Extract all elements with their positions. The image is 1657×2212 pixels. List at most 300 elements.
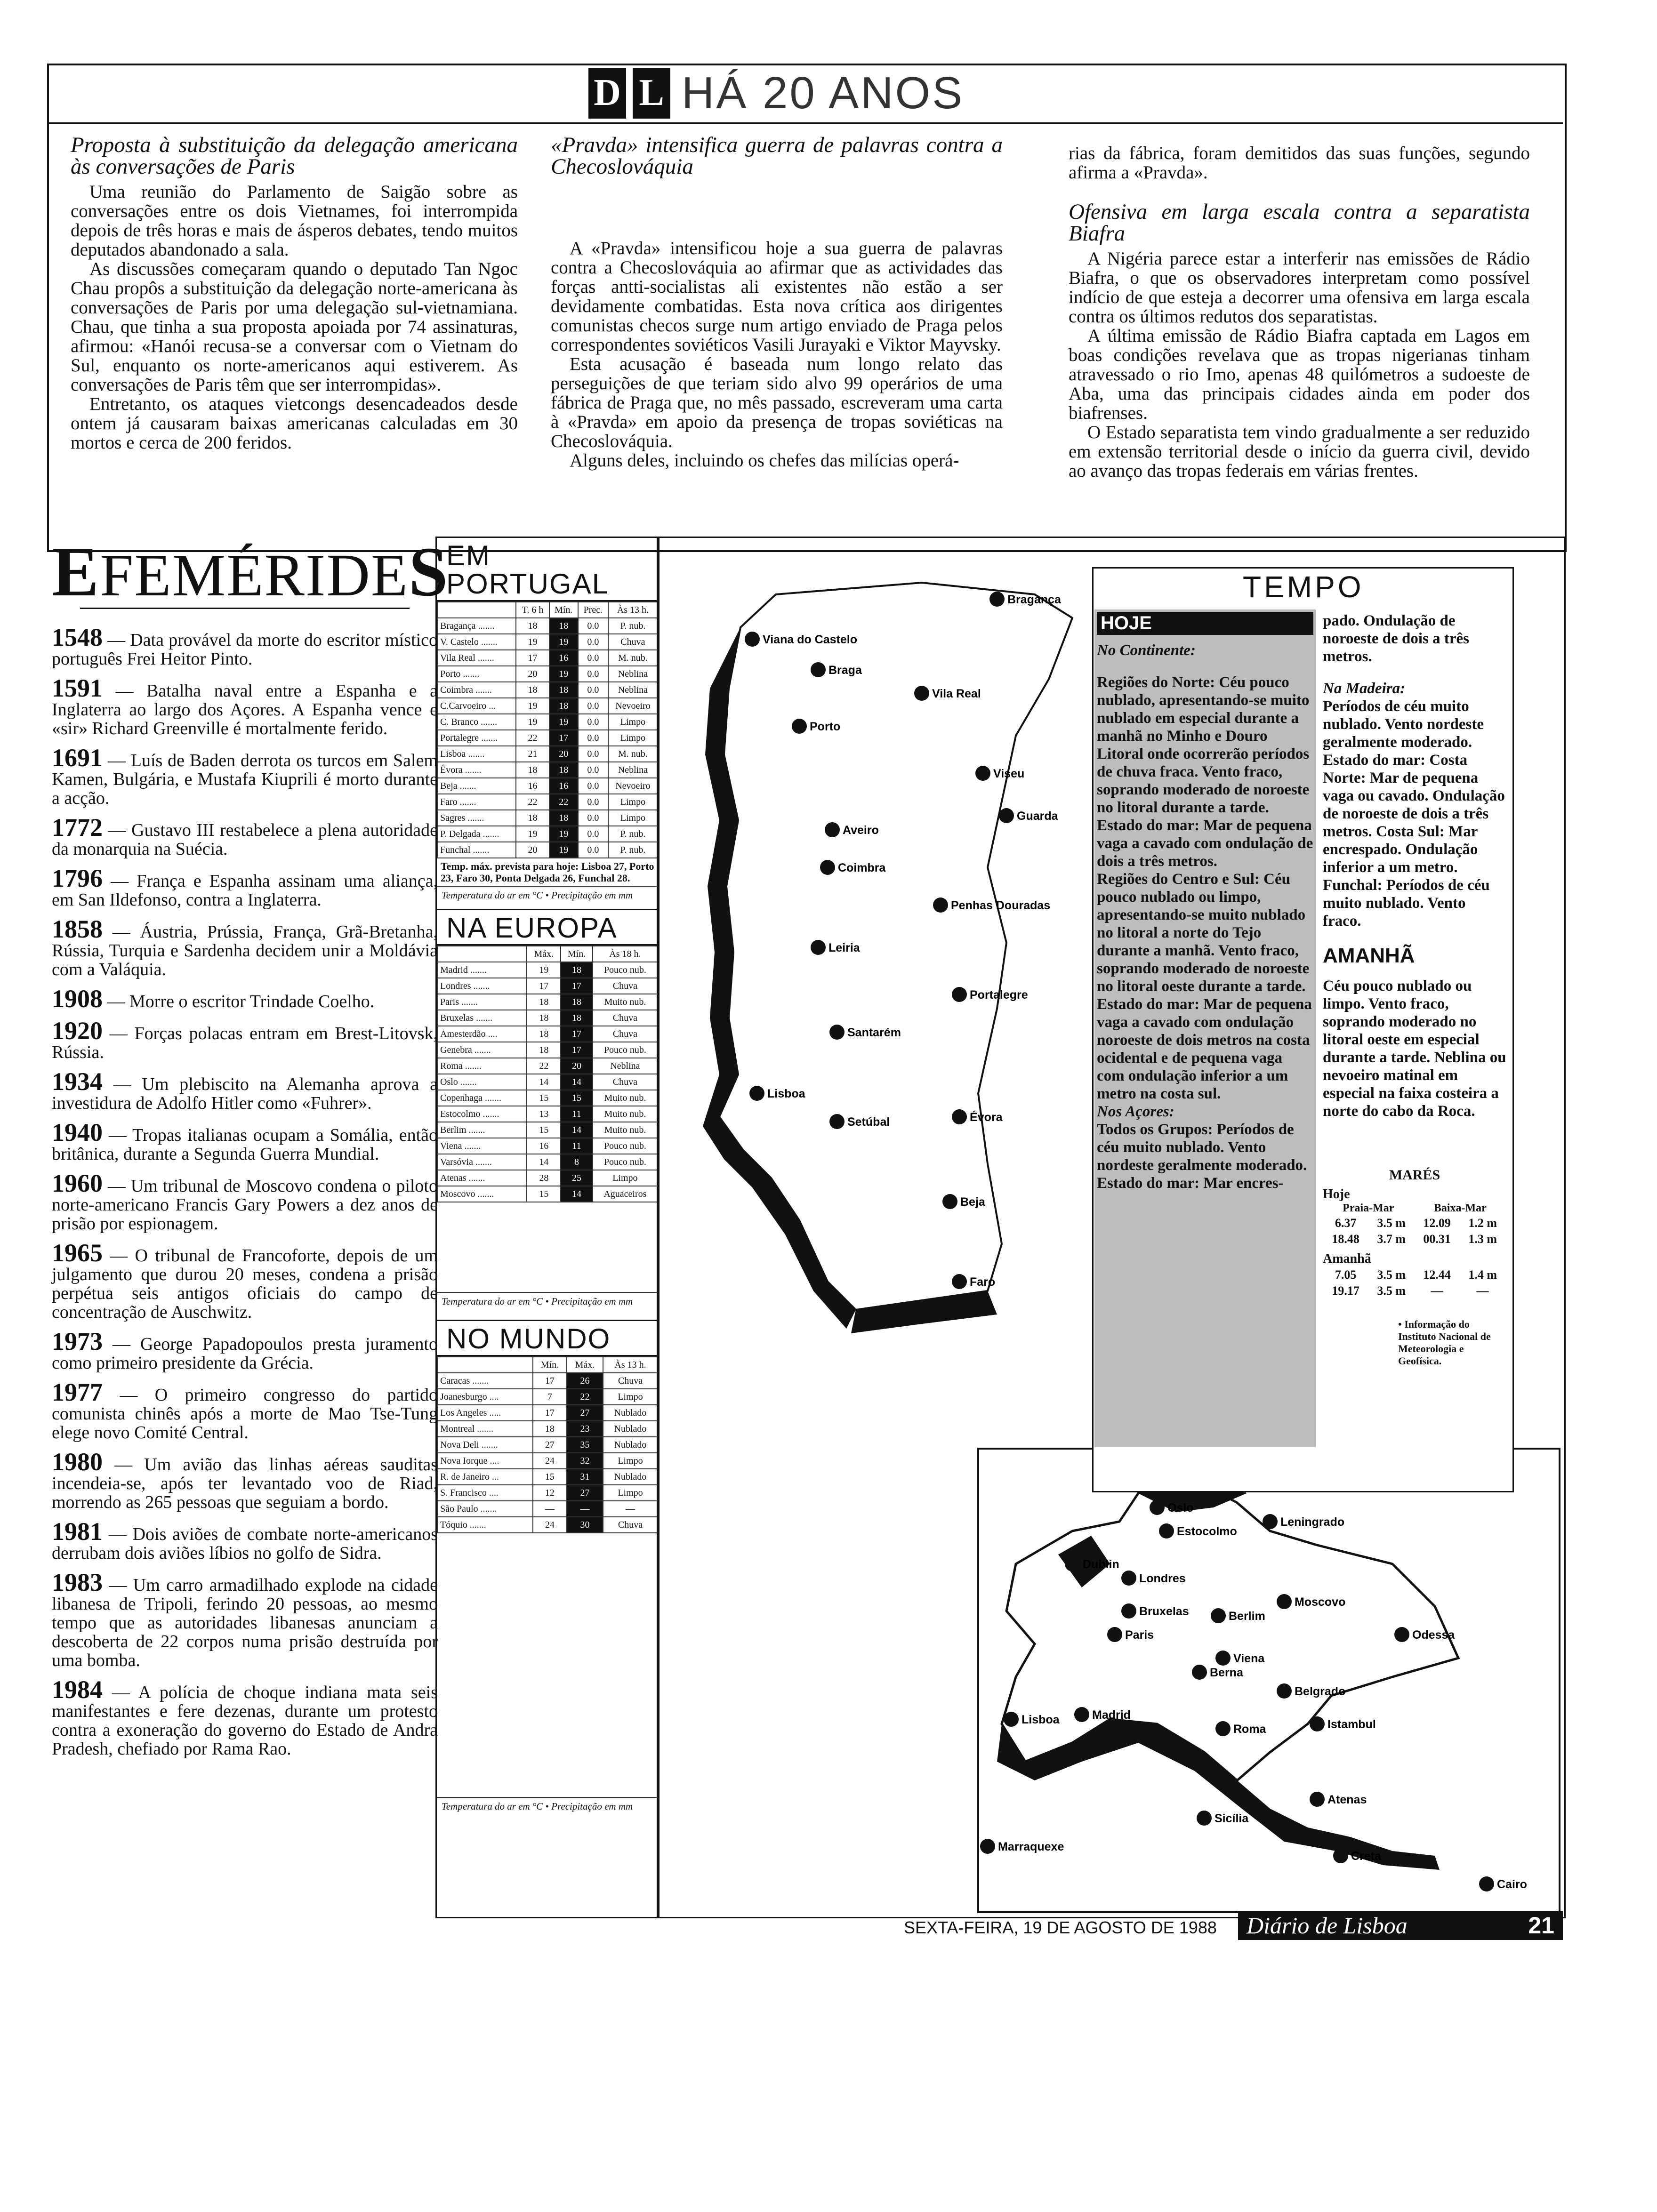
city-marker xyxy=(1479,1876,1494,1891)
table-row xyxy=(437,1405,658,1421)
value-cell: Pouco nub. xyxy=(593,1154,658,1170)
value-cell: Pouco nub. xyxy=(593,962,658,978)
value-cell: Chuva xyxy=(603,1373,658,1389)
city-cell: Copenhaga ....... xyxy=(437,1090,527,1106)
value-cell: 0.0 xyxy=(578,810,608,826)
value-cell: Aguaceiros xyxy=(593,1186,658,1202)
city-cell: Berlim ....... xyxy=(437,1122,527,1138)
city-cell: Amesterdão .... xyxy=(437,1026,527,1042)
efemeride-text: — Forças polacas entram em Brest-Litovsk, Rússia. xyxy=(52,1024,438,1062)
city-cell: Joanesburgo .... xyxy=(437,1389,533,1405)
efemerides-list xyxy=(52,623,438,1759)
city-cell: Paris ....... xyxy=(437,994,527,1010)
logo-letter-d: D xyxy=(588,68,626,119)
value-cell: 0.0 xyxy=(578,634,608,650)
table-row xyxy=(437,618,658,634)
table-row xyxy=(437,1074,658,1090)
city-cell: São Paulo ....... xyxy=(437,1501,533,1517)
city-marker xyxy=(1277,1594,1292,1609)
city-label: Guarda xyxy=(1017,809,1058,823)
value-cell: Muito nub. xyxy=(593,1090,658,1106)
value-cell: 19 xyxy=(549,842,578,858)
value-cell: 18 xyxy=(516,618,549,634)
value-cell: 7 xyxy=(533,1389,567,1405)
table-row xyxy=(437,978,658,994)
efemeride-item xyxy=(52,1568,438,1670)
mundo-note: Temperatura do ar em °C • Precipitação em mm xyxy=(437,1797,658,1815)
tide-cell: 12.09 xyxy=(1423,1216,1451,1230)
masthead-footer xyxy=(1238,1911,1563,1940)
tide-cell: 6.37 xyxy=(1335,1216,1357,1230)
tempo-left xyxy=(1097,612,1313,1192)
forecast-centro-sul: Regiões do Centro e Sul: Céu pouco nublado ou limpo, apresentando-se muito nublado no litoral a norte do Tejo durante a manhã. Vento fraco, soprando moderado de noroeste no litoral oeste durante a tarde. xyxy=(1097,871,1310,995)
value-cell: Chuva xyxy=(593,978,658,994)
city-cell: Moscovo ....... xyxy=(437,1186,527,1202)
city-cell: C. Branco ....... xyxy=(437,714,516,730)
value-cell: 11 xyxy=(561,1106,592,1122)
europa-title: NA EUROPA xyxy=(437,909,658,946)
value-cell: 20 xyxy=(561,1058,592,1074)
page-number: 21 xyxy=(1528,1912,1554,1939)
city-label: Bruxelas xyxy=(1139,1605,1189,1618)
tide-cell: 00.31 xyxy=(1423,1232,1451,1246)
forecast-acores: Todos os Grupos: Períodos de céu muito nublado. Vento nordeste geralmente moderado. xyxy=(1097,1121,1307,1174)
baixa-mar-label: Baixa-Mar xyxy=(1433,1202,1487,1214)
forecast-acores-mar: Estado do mar: Mar encres- xyxy=(1097,1175,1284,1192)
table-row xyxy=(437,1186,658,1202)
value-cell: Nublado xyxy=(603,1421,658,1437)
value-cell: 16 xyxy=(527,1138,561,1154)
city-marker xyxy=(811,940,826,955)
value-cell: 19 xyxy=(516,714,549,730)
value-cell: 0.0 xyxy=(578,762,608,778)
table-row xyxy=(437,1389,658,1405)
city-marker xyxy=(1004,1712,1019,1727)
city-marker xyxy=(1215,1721,1231,1736)
city-marker xyxy=(1159,1523,1174,1539)
city-marker xyxy=(952,987,967,1002)
city-marker xyxy=(942,1194,957,1209)
value-cell: 22 xyxy=(527,1058,561,1074)
table-row xyxy=(437,1421,658,1437)
city-marker xyxy=(1333,1848,1348,1863)
table-row xyxy=(437,994,658,1010)
table-row xyxy=(437,1170,658,1186)
efemeride-item xyxy=(52,623,438,669)
table-row xyxy=(437,1106,658,1122)
value-cell: 0.0 xyxy=(578,714,608,730)
city-marker xyxy=(829,1114,845,1129)
value-cell: 17 xyxy=(516,650,549,666)
value-cell: Neblina xyxy=(608,682,658,698)
value-cell: 35 xyxy=(567,1437,603,1453)
city-label: Viseu xyxy=(993,767,1025,780)
city-cell: Genebra ....... xyxy=(437,1042,527,1058)
efemerides-title: EFEMÉRIDES xyxy=(52,533,449,611)
city-marker xyxy=(829,1025,845,1040)
city-marker xyxy=(952,1109,967,1124)
city-label: Cairo xyxy=(1497,1878,1527,1891)
city-marker xyxy=(1215,1651,1231,1666)
city-marker xyxy=(989,592,1005,607)
article-continuation: rias da fábrica, foram demitidos das suas funções, segundo afirma a «Pravda». xyxy=(1069,143,1530,183)
portugal-forecast: Temp. máx. prevista para hoje: Lisboa 27, Porto 23, Faro 30, Ponta Delgada 26, Funchal 28. xyxy=(441,860,654,884)
efemeride-item xyxy=(52,1517,438,1563)
value-cell: Limpo xyxy=(593,1170,658,1186)
value-cell: 25 xyxy=(561,1170,592,1186)
value-cell: Chuva xyxy=(603,1517,658,1533)
city-cell: V. Castelo ....... xyxy=(437,634,516,650)
table-header: Máx. xyxy=(567,1357,603,1373)
city-cell: Atenas ....... xyxy=(437,1170,527,1186)
forecast-amanha: Céu pouco nublado ou limpo. Vento fraco, soprando moderado no litoral oeste em especial durante a tarde. Neblina ou nevoeiro matinal em especial na faixa costeira a norte do cabo da Roca. xyxy=(1323,978,1506,1120)
city-marker xyxy=(1192,1665,1207,1680)
table-row xyxy=(437,730,658,746)
tide-cell: 3.5 m xyxy=(1377,1268,1406,1282)
city-label: Atenas xyxy=(1327,1793,1367,1806)
value-cell: 20 xyxy=(516,842,549,858)
efemeride-year: 1981 xyxy=(52,1517,103,1546)
table-row xyxy=(437,962,658,978)
table-row xyxy=(437,1042,658,1058)
efemeride-text: — Morre o escritor Trindade Coelho. xyxy=(103,992,375,1011)
efemeride-text: — George Papadopoulos presta juramento como primeiro presidente da Grécia. xyxy=(52,1334,438,1373)
value-cell: 17 xyxy=(561,1026,592,1042)
value-cell: P. nub. xyxy=(608,842,658,858)
city-label: Berna xyxy=(1210,1666,1243,1679)
table-header: Às 18 h. xyxy=(593,946,658,962)
city-label: Londres xyxy=(1139,1572,1186,1585)
article-heading: Ofensiva em larga escala contra a separatista Biafra xyxy=(1069,200,1530,246)
efemeride-text: — Gustavo III restabelece a plena autoridade da monarquia na Suécia. xyxy=(52,820,438,859)
value-cell: 13 xyxy=(527,1106,561,1122)
table-row xyxy=(437,634,658,650)
table-row xyxy=(437,810,658,826)
weather-tables xyxy=(435,537,660,1918)
table-row xyxy=(437,778,658,794)
city-cell: Bragança ....... xyxy=(437,618,516,634)
value-cell: P. nub. xyxy=(608,618,658,634)
tempo-right xyxy=(1323,612,1506,1367)
value-cell: 19 xyxy=(527,962,561,978)
city-cell: Estocolmo ....... xyxy=(437,1106,527,1122)
portugal-title: EM PORTUGAL xyxy=(437,538,658,601)
value-cell: 19 xyxy=(516,634,549,650)
city-marker xyxy=(820,860,835,875)
efemeride-text: — Áustria, Prússia, França, Grã-Bretanha, Rússia, Turquia e Sardenha decidem unir a Moldávia com a Valáquia. xyxy=(52,922,438,979)
value-cell: 22 xyxy=(516,794,549,810)
city-marker xyxy=(1065,1556,1080,1571)
efemerides-column xyxy=(52,533,449,1769)
table-header: T. 6 h xyxy=(516,602,549,618)
table-header xyxy=(437,602,516,618)
efemeride-year: 1973 xyxy=(52,1327,103,1355)
efemeride-text: — Um avião das linhas aéreas sauditas incendeia-se, após ter levantado voo de Riad, morrendo as 265 pessoas que seguiam a bordo. xyxy=(52,1455,438,1512)
efemeride-text: — Tropas italianas ocupam a Somália, então britânica, durante a Segunda Guerra Mundial. xyxy=(52,1125,438,1164)
city-cell: Los Angeles ..... xyxy=(437,1405,533,1421)
tide-cell: 1.2 m xyxy=(1468,1216,1497,1230)
value-cell: 17 xyxy=(533,1373,567,1389)
value-cell: 18 xyxy=(561,1010,592,1026)
city-label: Paris xyxy=(1125,1628,1154,1642)
value-cell: 14 xyxy=(561,1186,592,1202)
city-label: Porto xyxy=(810,720,841,733)
value-cell: 18 xyxy=(533,1421,567,1437)
value-cell: 0.0 xyxy=(578,698,608,714)
value-cell: Muito nub. xyxy=(593,1106,658,1122)
portugal-note: Temperatura do ar em °C • Precipitação em mm xyxy=(437,886,658,904)
city-cell: Sagres ....... xyxy=(437,810,516,826)
efemeride-text: — Um tribunal de Moscovo condena o piloto norte-americano Francis Gary Powers a dez anos de prisão por espionagem. xyxy=(52,1176,438,1234)
value-cell: 22 xyxy=(567,1389,603,1405)
city-label: Dublin xyxy=(1083,1558,1119,1571)
tide-cell: 12.44 xyxy=(1423,1268,1451,1282)
city-cell: S. Francisco .... xyxy=(437,1485,533,1501)
value-cell: Pouco nub. xyxy=(593,1138,658,1154)
value-cell: 18 xyxy=(516,810,549,826)
section-header xyxy=(588,66,964,120)
europa-note: Temperatura do ar em °C • Precipitação em mm xyxy=(437,1292,658,1310)
city-label: Viana do Castelo xyxy=(763,633,857,646)
tide-table-hoje xyxy=(1323,1215,1506,1248)
city-label: Vila Real xyxy=(932,687,981,700)
city-marker xyxy=(811,662,826,677)
tide-cell: 18.48 xyxy=(1332,1232,1359,1246)
table-row xyxy=(437,666,658,682)
city-label: Roma xyxy=(1233,1723,1266,1736)
city-marker xyxy=(1394,1627,1409,1642)
value-cell: 0.0 xyxy=(578,746,608,762)
mares-amanha: Amanhã xyxy=(1323,1251,1371,1266)
city-cell: Faro ....... xyxy=(437,794,516,810)
continente-label: No Continente: xyxy=(1097,642,1196,659)
article-paragraph: Entretanto, os ataques vietcongs desencadeados desde ontem já causaram baixas americanas calculadas em 30 mortos e cerca de 200 feridos. xyxy=(71,394,518,453)
city-cell: R. de Janeiro ... xyxy=(437,1469,533,1485)
value-cell: 18 xyxy=(527,1026,561,1042)
tide-cell: — xyxy=(1476,1284,1489,1298)
city-label: Bragança xyxy=(1007,593,1061,606)
tide-cell: 3.5 m xyxy=(1377,1216,1406,1230)
city-label: Estocolmo xyxy=(1177,1525,1237,1538)
mares-hoje: Hoje xyxy=(1323,1187,1350,1202)
table-header xyxy=(437,1357,533,1373)
value-cell: 19 xyxy=(516,698,549,714)
value-cell: 19 xyxy=(549,634,578,650)
efemeride-year: 1796 xyxy=(52,864,103,892)
efemeride-text: — Um plebiscito na Alemanha aprova a investidura de Adolfo Hitler como «Fuhrer». xyxy=(52,1074,438,1113)
value-cell: 14 xyxy=(561,1122,592,1138)
city-marker xyxy=(999,808,1014,823)
city-cell: Vila Real ....... xyxy=(437,650,516,666)
value-cell: 18 xyxy=(516,682,549,698)
table-row xyxy=(437,1138,658,1154)
value-cell: 27 xyxy=(567,1485,603,1501)
efemeride-text: — A polícia de choque indiana mata seis manifestantes e fere dezenas, durante um protesto contra a exoneração do governo do Estado de Andra Pradesh, chefiado por Rama Rao. xyxy=(52,1683,438,1759)
table-row xyxy=(437,1501,658,1517)
city-label: Madrid xyxy=(1092,1708,1131,1722)
value-cell: 15 xyxy=(527,1122,561,1138)
value-cell: Limpo xyxy=(603,1453,658,1469)
value-cell: 21 xyxy=(516,746,549,762)
efemeride-item xyxy=(52,1327,438,1373)
value-cell: 19 xyxy=(549,666,578,682)
city-cell: Porto ....... xyxy=(437,666,516,682)
value-cell: Pouco nub. xyxy=(593,1042,658,1058)
city-marker xyxy=(1197,1811,1212,1826)
city-label: Leningrado xyxy=(1280,1515,1345,1529)
tide-table-amanha xyxy=(1323,1266,1506,1299)
value-cell: Limpo xyxy=(608,714,658,730)
section-title: HÁ 20 ANOS xyxy=(682,67,965,118)
efemeride-year: 1691 xyxy=(52,744,103,772)
portugal-table xyxy=(437,601,658,858)
efemeride-item xyxy=(52,985,438,1013)
efemeride-item xyxy=(52,813,438,859)
value-cell: 23 xyxy=(567,1421,603,1437)
table-header: Mín. xyxy=(533,1357,567,1373)
value-cell: 0.0 xyxy=(578,730,608,746)
efemeride-text: — O tribunal de Francoforte, depois de um julgamento que durou 20 meses, condena a prisão perpétua seis antigos oficiais do campo de concentração de Auschwitz. xyxy=(52,1246,438,1322)
city-cell: Roma ....... xyxy=(437,1058,527,1074)
table-row xyxy=(437,1026,658,1042)
value-cell: 0.0 xyxy=(578,650,608,666)
efemeride-text: — O primeiro congresso do partido comunista chinês após a morte de Mao Tse-Tung elege novo Comité Central. xyxy=(52,1385,438,1443)
value-cell: Nublado xyxy=(603,1437,658,1453)
efemeride-text: — Data provável da morte do escritor místico português Frei Heitor Pinto. xyxy=(52,630,438,669)
city-cell: Montreal ....... xyxy=(437,1421,533,1437)
value-cell: 27 xyxy=(533,1437,567,1453)
city-cell: Coimbra ....... xyxy=(437,682,516,698)
forecast-mar-2: Estado do mar: Mar de pequena vaga a cavado com ondulação noroeste de dois metros na costa ocidental e de pequena vaga com ondulação inferior a um metro na costa sul. xyxy=(1097,996,1312,1102)
value-cell: 22 xyxy=(549,794,578,810)
value-cell: Neblina xyxy=(608,762,658,778)
value-cell: 0.0 xyxy=(578,666,608,682)
value-cell: Nevoeiro xyxy=(608,778,658,794)
table-row xyxy=(437,762,658,778)
table-header: Mín. xyxy=(561,946,592,962)
mundo-title: NO MUNDO xyxy=(437,1320,658,1356)
city-label: Berlim xyxy=(1229,1610,1265,1623)
city-label: Santarém xyxy=(847,1026,901,1039)
tide-cell: 1.3 m xyxy=(1468,1232,1497,1246)
city-marker xyxy=(1107,1627,1122,1642)
value-cell: 26 xyxy=(567,1373,603,1389)
article-pravda xyxy=(551,134,1003,470)
value-cell: M. nub. xyxy=(608,650,658,666)
city-cell: Madrid ....... xyxy=(437,962,527,978)
tide-cell: 7.05 xyxy=(1335,1268,1357,1282)
city-cell: Varsóvia ....... xyxy=(437,1154,527,1170)
forecast-madeira-mar: Estado do mar: Costa Norte: Mar de pequena vaga ou cavado. Ondulação de noroeste de dois a três metros. Costa Sul: Mar encrespado. Ondulação inferior a um metro. xyxy=(1323,752,1505,876)
city-label: Penhas Douradas xyxy=(951,899,1051,912)
table-row xyxy=(437,794,658,810)
value-cell: 18 xyxy=(549,618,578,634)
table-row xyxy=(437,714,658,730)
city-label: Sicília xyxy=(1215,1812,1249,1825)
table-row xyxy=(437,1469,658,1485)
value-cell: 20 xyxy=(549,746,578,762)
value-cell: 0.0 xyxy=(578,682,608,698)
city-marker xyxy=(1074,1707,1089,1722)
inmg-credit: • Informação do Instituto Nacional de Meteorologia e Geofísica. xyxy=(1398,1318,1491,1367)
logo-letter-l: L xyxy=(633,68,670,119)
city-label: Aveiro xyxy=(843,824,879,837)
brand-name: Diário de Lisboa xyxy=(1247,1912,1408,1939)
value-cell: 19 xyxy=(549,826,578,842)
city-marker xyxy=(792,719,807,734)
tide-row xyxy=(1324,1232,1505,1247)
tide-cell: 1.4 m xyxy=(1468,1268,1497,1282)
efemeride-year: 1960 xyxy=(52,1169,103,1197)
table-row xyxy=(437,842,658,858)
value-cell: Limpo xyxy=(608,810,658,826)
table-header: Mín. xyxy=(549,602,578,618)
city-label: Istambul xyxy=(1327,1718,1376,1731)
article-paragraph: As discussões começaram quando o deputado Tan Ngoc Chau propôs a substituição da delegação norte-americana às conversações de Paris por uma delegação sul-vietnamiana. Chau, que tinha a sua proposta apoiada por 74 assinaturas, afirmou: «Hanói recusa-se a conversar com o Vietnam do Sul, enquanto os norte-americanos aqui estiverem. As conversações de Paris têm que ser interrompidas». xyxy=(71,259,518,395)
efemeride-item xyxy=(52,1118,438,1164)
hoje-label: HOJE xyxy=(1097,612,1313,635)
city-marker xyxy=(1150,1500,1165,1515)
value-cell: 24 xyxy=(533,1453,567,1469)
value-cell: 14 xyxy=(527,1074,561,1090)
efemeride-item xyxy=(52,1067,438,1113)
efemeride-year: 1548 xyxy=(52,623,103,651)
value-cell: Limpo xyxy=(603,1485,658,1501)
table-row xyxy=(437,1122,658,1138)
value-cell: 14 xyxy=(527,1154,561,1170)
city-label: Lisboa xyxy=(767,1087,805,1100)
city-label: Évora xyxy=(970,1111,1003,1124)
article-paragraph: A «Pravda» intensificou hoje a sua guerra de palavras contra a Checoslováquia ao afirmar que as actividades das forças antti-socialistas ali existentes não estão a ser devidamente combatidas. Esta nova crítica aos dirigentes comunistas checos surge num artigo enviado de Praga pelos correspondentes soviéticos Vasili Jurayaki e Viktor Mayvsky. xyxy=(551,238,1003,355)
value-cell: Limpo xyxy=(608,794,658,810)
mares-title: MARÉS xyxy=(1389,1167,1440,1183)
city-label: Viena xyxy=(1233,1652,1265,1665)
city-cell: C.Carvoeiro ... xyxy=(437,698,516,714)
value-cell: Nevoeiro xyxy=(608,698,658,714)
city-label: Beja xyxy=(960,1195,985,1209)
city-cell: Nova Iorque .... xyxy=(437,1453,533,1469)
efemeride-item xyxy=(52,1448,438,1512)
city-marker xyxy=(825,822,840,837)
table-row xyxy=(437,650,658,666)
value-cell: 15 xyxy=(533,1469,567,1485)
table-row xyxy=(437,698,658,714)
efemeride-year: 1983 xyxy=(52,1568,103,1596)
city-label: Setúbal xyxy=(847,1115,890,1129)
value-cell: Nublado xyxy=(603,1405,658,1421)
value-cell: Chuva xyxy=(608,634,658,650)
table-header: Máx. xyxy=(527,946,561,962)
city-cell: Beja ....... xyxy=(437,778,516,794)
value-cell: 18 xyxy=(527,1010,561,1026)
efemeride-year: 1858 xyxy=(52,915,103,943)
article-paragraph: A Nigéria parece estar a interferir nas emissões de Rádio Biafra, o que os observadores interpretam como possível indício de que esteja a decorrer uma ofensiva em larga escala contra os últimos redutos dos separatistas. xyxy=(1069,248,1530,327)
efemeride-text: — França e Espanha assinam uma aliança, em San Ildefonso, contra a Inglaterra. xyxy=(52,871,438,910)
value-cell: Limpo xyxy=(608,730,658,746)
value-cell: P. nub. xyxy=(608,826,658,842)
efemeride-item xyxy=(52,1169,438,1234)
tide-row xyxy=(1324,1267,1505,1282)
efemeride-item xyxy=(52,674,438,738)
value-cell: 16 xyxy=(549,778,578,794)
efemeride-text: — Luís de Baden derrota os turcos em Salem Kamen, Bulgária, e Mustafa Kiuprili é morto durante a acção. xyxy=(52,751,438,808)
city-label: Coimbra xyxy=(838,861,886,874)
value-cell: 0.0 xyxy=(578,794,608,810)
efemeride-year: 1934 xyxy=(52,1067,103,1096)
table-row xyxy=(437,682,658,698)
table-row xyxy=(437,1437,658,1453)
value-cell: 18 xyxy=(549,762,578,778)
